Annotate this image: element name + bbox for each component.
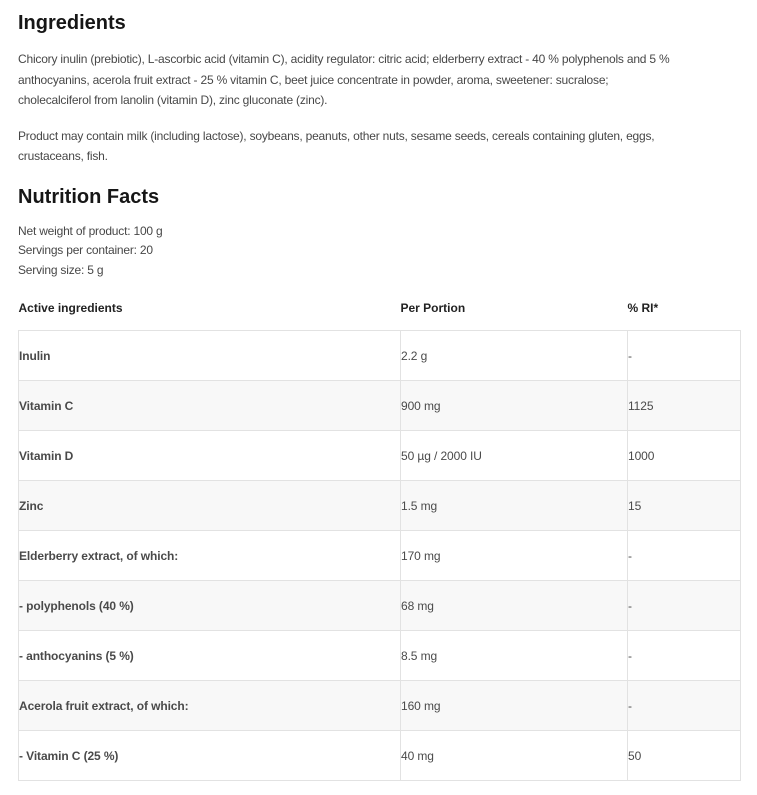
table-row — [19, 581, 741, 631]
serving-details — [18, 222, 740, 281]
ingredients-paragraph — [18, 49, 740, 111]
portion-cell: 40 mg — [401, 731, 628, 781]
ingredient-name-cell: Zinc — [19, 481, 401, 531]
ingredient-name-cell: Elderberry extract, of which: — [19, 531, 401, 581]
ri-cell: 50 — [628, 731, 741, 781]
ingredient-name-cell: Acerola fruit extract, of which: — [19, 681, 401, 731]
column-header-per-portion: Per Portion — [400, 301, 466, 315]
ri-cell: 1125 — [628, 381, 741, 431]
ingredient-name-cell: Vitamin C — [19, 381, 401, 431]
portion-cell: 8.5 mg — [401, 631, 628, 681]
ingredients-title: Ingredients — [18, 12, 126, 34]
servings-per-container-line: Servings per container: 20 — [18, 243, 153, 257]
ri-cell: - — [628, 681, 741, 731]
table-row — [19, 331, 741, 381]
table-row — [19, 531, 741, 581]
ingredient-name-cell: Vitamin D — [19, 431, 401, 481]
ri-cell: - — [628, 581, 741, 631]
nutrition-facts-title: Nutrition Facts — [18, 185, 160, 208]
table-row — [19, 731, 741, 781]
portion-cell: 68 mg — [401, 581, 628, 631]
column-header-ri: % RI* — [627, 301, 659, 315]
portion-cell: 170 mg — [401, 531, 628, 581]
portion-cell: 2.2 g — [401, 331, 628, 381]
ingredient-name-cell: - Vitamin C (25 %) — [19, 731, 401, 781]
table-row — [19, 431, 741, 481]
portion-cell: 900 mg — [401, 381, 628, 431]
portion-cell: 160 mg — [401, 681, 628, 731]
ingredient-name-cell: - anthocyanins (5 %) — [19, 631, 401, 681]
ingredient-name-cell: - polyphenols (40 %) — [19, 581, 401, 631]
table-row — [19, 631, 741, 681]
net-weight-line: Net weight of product: 100 g — [18, 223, 163, 238]
ri-cell: - — [628, 631, 741, 681]
paragraph-line: anthocyanins, acerola fruit extract - 25 % vitamin C, beet juice concentrate in powder, aroma, sweetener: sucralose; — [18, 72, 609, 87]
ingredient-name-cell: Inulin — [19, 331, 401, 381]
table-row — [19, 481, 741, 531]
nutrition-table — [18, 286, 741, 781]
ri-cell: 15 — [628, 481, 741, 531]
column-header-active-ingredients: Active ingredients — [18, 301, 123, 315]
paragraph-line: cholecalciferol from lanolin (vitamin D), zinc gluconate (zinc). — [18, 93, 328, 107]
table-header-row — [19, 286, 741, 331]
allergen-paragraph — [18, 126, 740, 167]
portion-cell: 50 µg / 2000 IU — [401, 431, 628, 481]
paragraph-line: crustaceans, fish. — [18, 149, 108, 163]
ri-cell: - — [628, 331, 741, 381]
paragraph-line: Product may contain milk (including lactose), soybeans, peanuts, other nuts, sesame seeds, cereals containing gluten, eggs, — [18, 128, 655, 143]
serving-size-line: Serving size: 5 g — [18, 262, 104, 277]
portion-cell: 1.5 mg — [401, 481, 628, 531]
table-row — [19, 681, 741, 731]
ri-cell: 1000 — [628, 431, 741, 481]
table-row — [19, 381, 741, 431]
ri-cell: - — [628, 531, 741, 581]
paragraph-line: Chicory inulin (prebiotic), L-ascorbic acid (vitamin C), acidity regulator: citric acid; elderberry extract - 40 % polyphenols and 5 % — [18, 52, 670, 66]
